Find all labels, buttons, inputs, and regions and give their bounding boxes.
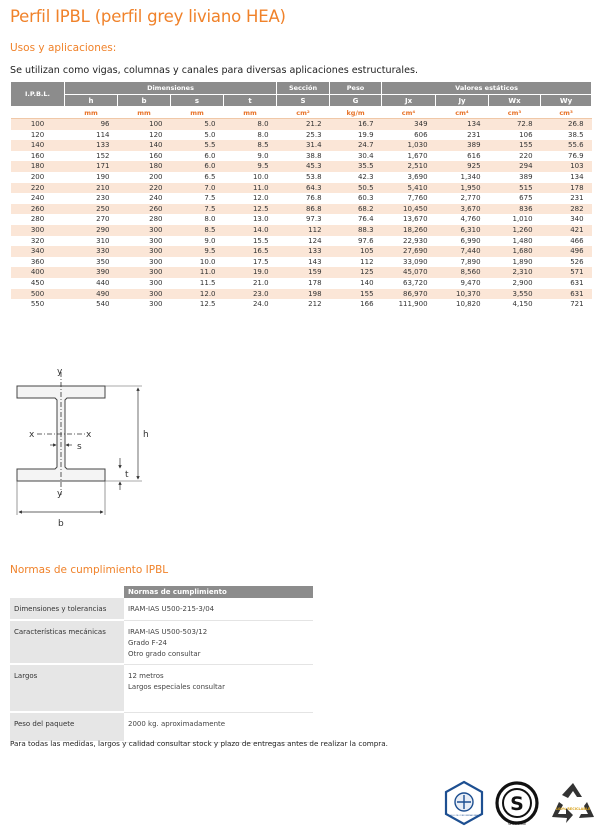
table-cell: 250 — [65, 204, 118, 215]
label-s: s — [77, 442, 82, 452]
table-row — [11, 278, 592, 289]
header-seccion: Sección — [277, 82, 330, 95]
subheader-S: S — [277, 95, 330, 107]
table-cell: 7.5 — [171, 204, 224, 215]
table-cell: 16.7 — [330, 119, 382, 130]
table-cell: 4,150 — [512, 300, 533, 309]
table-cell: 160 — [149, 151, 163, 160]
table-cell: 231 — [570, 194, 584, 203]
table-cell: 2,310 — [489, 267, 541, 278]
label-y-bottom: y — [57, 489, 63, 499]
table-cell: 2,510 — [382, 161, 436, 172]
table-cell: 240 — [149, 194, 163, 203]
table-cell: 105 — [330, 246, 382, 257]
table-row — [11, 161, 592, 172]
table-row — [11, 236, 592, 247]
table-cell: 220 — [519, 151, 533, 160]
table-cell: 5.0 — [204, 130, 216, 139]
header-dimensiones: Dimensiones — [65, 82, 277, 95]
table-cell: 350 — [96, 257, 110, 266]
subheader-s: s — [171, 95, 224, 107]
label-b: b — [58, 519, 64, 529]
table-cell: 166 — [360, 300, 374, 309]
table-cell: 3,670 — [436, 204, 489, 215]
table-cell: 421 — [541, 225, 592, 236]
table-cell: 230 — [96, 194, 110, 203]
table-cell: 300 — [149, 257, 163, 266]
table-cell: 171 — [65, 161, 118, 172]
table-cell: 200 — [149, 172, 163, 181]
table-cell: 76.4 — [357, 215, 374, 224]
table-cell: 12.0 — [171, 289, 224, 300]
table-cell: 721 — [570, 300, 584, 309]
table-cell: 1,890 — [512, 257, 533, 266]
table-row — [11, 246, 592, 257]
table-cell: 8.0 — [224, 119, 277, 130]
table-cell: 45,070 — [382, 267, 436, 278]
table-cell: 125 — [330, 267, 382, 278]
table-cell: 159 — [277, 267, 330, 278]
subheader-t: t — [224, 95, 277, 107]
norms-value-line: Grado F-24 — [128, 638, 168, 647]
table-cell: 7.0 — [171, 183, 224, 194]
table-cell: 1,030 — [382, 140, 436, 151]
subheader-h: h — [65, 95, 118, 107]
table-cell: 30.4 — [357, 151, 374, 160]
table-cell: 12.5 — [199, 300, 216, 309]
table-cell: 571 — [541, 267, 592, 278]
table-cell: 50.5 — [330, 183, 382, 194]
table-cell: 260 — [11, 204, 65, 215]
table-cell: 3,550 — [489, 289, 541, 300]
table-cell: 24.7 — [330, 140, 382, 151]
table-cell: 220 — [11, 183, 65, 194]
table-cell: 9,470 — [460, 278, 481, 287]
table-cell: 112 — [360, 257, 374, 266]
unit-s: mm — [171, 107, 224, 119]
table-cell: 10,820 — [456, 300, 481, 309]
table-cell: 282 — [541, 204, 592, 215]
unit-jx: cm⁴ — [382, 107, 436, 119]
table-row — [11, 193, 592, 204]
table-cell: 53.8 — [305, 172, 322, 181]
footnote: Para todas las medidas, largos y calidad consultar stock y plazo de entregas antes de realizar la compra. — [10, 739, 388, 748]
table-cell: 10.0 — [199, 257, 216, 266]
table-cell: 97.3 — [305, 215, 322, 224]
table-cell: 23.0 — [224, 289, 277, 300]
table-cell: 290 — [65, 225, 118, 236]
table-cell: 180 — [11, 161, 65, 172]
table-cell: 2,900 — [512, 278, 533, 287]
table-cell: 496 — [541, 246, 592, 257]
table-cell: 19.9 — [357, 130, 374, 139]
recycle-icon — [549, 780, 597, 826]
table-cell: 8.0 — [257, 130, 269, 139]
table-cell: 24.0 — [252, 300, 269, 309]
table-row — [11, 289, 592, 300]
table-cell: 13,670 — [403, 215, 428, 224]
table-cell: 15.5 — [252, 236, 269, 245]
label-h: h — [143, 430, 149, 440]
table-cell: 450 — [30, 278, 45, 287]
table-cell: 6.0 — [171, 161, 224, 172]
norms-row — [10, 598, 313, 620]
table-cell: 178 — [308, 278, 322, 287]
table-cell: 160 — [30, 151, 45, 160]
table-cell: 133 — [277, 246, 330, 257]
header-valores: Valores estáticos — [382, 82, 592, 95]
table-cell: 6,990 — [460, 236, 481, 245]
table-cell: 155 — [489, 140, 541, 151]
table-cell: 76.8 — [305, 194, 322, 203]
norms-value — [124, 598, 313, 620]
table-cell: 68.2 — [330, 204, 382, 215]
table-cell: 515 — [489, 183, 541, 194]
table-cell: 33,090 — [403, 257, 428, 266]
table-cell: 280 — [30, 215, 45, 224]
table-cell: 631 — [570, 278, 584, 287]
table-row — [11, 299, 592, 310]
table-cell: 231 — [467, 130, 481, 139]
table-cell: 300 — [118, 225, 171, 236]
table-cell: 60.3 — [357, 194, 374, 203]
table-cell: 26.8 — [541, 119, 592, 130]
table-cell: 6.5 — [204, 172, 216, 181]
table-cell: 19.0 — [224, 267, 277, 278]
table-cell: 88.3 — [330, 225, 382, 236]
table-cell: 111,900 — [398, 300, 428, 309]
table-cell: 198 — [277, 289, 330, 300]
table-cell: 1,010 — [512, 215, 533, 224]
table-cell: 11.0 — [171, 267, 224, 278]
table-cell: 10,370 — [436, 289, 489, 300]
norms-value-line: IRAM-IAS U500-215-3/04 — [128, 605, 215, 613]
table-cell: 42.3 — [357, 172, 374, 181]
table-cell: 500 — [11, 289, 65, 300]
table-cell: 310 — [96, 236, 110, 245]
table-cell: 7,890 — [460, 257, 481, 266]
table-cell: 540 — [96, 300, 110, 309]
table-cell: 300 — [11, 225, 65, 236]
table-cell: 300 — [149, 278, 163, 287]
iram-seal-caption: SELLO DE CONFORMIDAD IRAM — [449, 815, 479, 817]
unit-S: cm² — [277, 107, 330, 119]
table-cell: 300 — [118, 289, 171, 300]
table-cell: 72.8 — [489, 119, 541, 130]
table-cell: 124 — [308, 236, 322, 245]
label-x-left: x — [29, 430, 35, 440]
norms-label: Dimensiones y tolerancias — [10, 598, 124, 620]
subheader-jx: Jx — [382, 95, 436, 107]
table-cell: 210 — [65, 183, 118, 194]
table-cell: 300 — [118, 267, 171, 278]
norms-rows — [10, 598, 313, 742]
table-row — [11, 257, 592, 268]
s-mark-letter: S — [510, 793, 524, 815]
table-cell: 526 — [570, 257, 584, 266]
table-cell: 17.5 — [252, 257, 269, 266]
table-cell: 606 — [414, 130, 428, 139]
table-cell: 9.0 — [257, 151, 269, 160]
table-cell: 440 — [96, 278, 110, 287]
table-cell: 120 — [30, 130, 45, 139]
table-cell: 55.6 — [541, 140, 592, 151]
table-cell: 103 — [541, 161, 592, 172]
table-cell: 631 — [541, 289, 592, 300]
table-cell: 925 — [436, 161, 489, 172]
table-cell: 1,260 — [489, 225, 541, 236]
table-cell: 7.5 — [204, 194, 216, 203]
table-cell: 100 — [118, 119, 171, 130]
unit-h: mm — [65, 107, 118, 119]
table-cell: 18,260 — [382, 225, 436, 236]
table-cell: 178 — [541, 183, 592, 194]
table-cell: 340 — [11, 246, 65, 257]
profile-spec-table — [10, 81, 592, 310]
table-cell: 1,950 — [436, 183, 489, 194]
unit-t: mm — [224, 107, 277, 119]
norms-label: Características mecánicas — [10, 620, 124, 664]
iram-seal-logo — [441, 780, 487, 826]
table-cell: 616 — [467, 151, 481, 160]
table-cell: 21.2 — [277, 119, 330, 130]
table-cell: 390 — [65, 267, 118, 278]
table-cell: 64.3 — [277, 183, 330, 194]
table-cell: 10.0 — [252, 172, 269, 181]
label-y-top: y — [57, 367, 63, 377]
table-row — [11, 204, 592, 215]
table-cell: 155 — [330, 289, 382, 300]
table-cell: 134 — [436, 119, 489, 130]
table-cell: 270 — [96, 215, 110, 224]
table-cell: 13.0 — [252, 215, 269, 224]
table-cell: 97.6 — [357, 236, 374, 245]
table-cell: 200 — [30, 172, 45, 181]
table-cell: 349 — [382, 119, 436, 130]
table-cell: 35.5 — [330, 161, 382, 172]
table-cell: 86,970 — [382, 289, 436, 300]
table-cell: 112 — [277, 225, 330, 236]
table-cell: 300 — [149, 300, 163, 309]
table-cell: 76.9 — [567, 151, 584, 160]
header-ipbl: I.P.B.L. — [11, 82, 65, 107]
label-t: t — [125, 470, 129, 480]
table-cell: 4,760 — [460, 215, 481, 224]
table-cell: 280 — [149, 215, 163, 224]
table-row — [11, 267, 592, 278]
table-cell: 190 — [96, 172, 110, 181]
table-row — [11, 214, 592, 225]
table-cell: 212 — [308, 300, 322, 309]
table-cell: 330 — [65, 246, 118, 257]
unit-ipbl — [11, 107, 65, 119]
table-cell: 675 — [519, 194, 533, 203]
norms-row — [10, 664, 313, 712]
table-cell: 133 — [65, 140, 118, 151]
table-cell: 5,410 — [382, 183, 436, 194]
table-row — [11, 225, 592, 236]
norms-value-line: Otro grado consultar — [128, 649, 201, 658]
table-cell: 240 — [30, 194, 45, 203]
table-cell: 63,720 — [403, 278, 428, 287]
table-cell: 12.5 — [224, 204, 277, 215]
table-row — [11, 172, 592, 183]
table-cell: 140 — [360, 278, 374, 287]
table-cell: 400 — [11, 267, 65, 278]
table-cell: 14.0 — [224, 225, 277, 236]
table-cell: 140 — [11, 140, 65, 151]
norms-value-line: IRAM-IAS U500-503/12 — [128, 627, 208, 636]
header-peso: Peso — [330, 82, 382, 95]
norms-value — [124, 712, 313, 742]
norms-table — [10, 586, 313, 743]
table-cell: 31.4 — [277, 140, 330, 151]
table-cell: 22,930 — [403, 236, 428, 245]
table-cell: 12.0 — [252, 194, 269, 203]
norms-row — [10, 620, 313, 664]
table-cell: 6.0 — [204, 151, 216, 160]
table-cell: 7,760 — [407, 194, 428, 203]
table-cell: 3,690 — [407, 172, 428, 181]
table-cell: 1,340 — [460, 172, 481, 181]
table-cell: 21.0 — [252, 278, 269, 287]
table-cell: 100 — [11, 119, 65, 130]
label-x-right: x — [86, 430, 92, 440]
unit-b: mm — [118, 107, 171, 119]
table-cell: 5.5 — [171, 140, 224, 151]
table-cell: 86.8 — [277, 204, 330, 215]
s-safety-mark-logo — [494, 780, 540, 826]
table-cell: 320 — [30, 236, 45, 245]
norms-header: Normas de cumplimiento — [124, 586, 313, 598]
subheader-G: G — [330, 95, 382, 107]
table-row — [11, 130, 592, 141]
table-cell: 5.0 — [171, 119, 224, 130]
s-mark-caption: SEGURIDAD — [508, 822, 526, 826]
recycle-caption: 100% RECICLABLE — [555, 807, 591, 811]
table-cell: 360 — [30, 257, 45, 266]
table-row — [11, 151, 592, 162]
table-cell: 836 — [489, 204, 541, 215]
table-cell: 10,450 — [382, 204, 436, 215]
table-row — [11, 183, 592, 194]
table-cell: 140 — [118, 140, 171, 151]
table-cell: 106 — [519, 130, 533, 139]
table-row — [11, 140, 592, 151]
table-cell: 9.0 — [204, 236, 216, 245]
page-title: Perfil IPBL (perfil grey liviano HEA) — [10, 7, 286, 26]
table-cell: 38.8 — [305, 151, 322, 160]
uses-heading: Usos y aplicaciones: — [10, 42, 117, 54]
table-cell: 6,310 — [436, 225, 489, 236]
norms-value — [124, 620, 313, 664]
table-cell: 1,680 — [489, 246, 541, 257]
table-cell: 389 — [519, 172, 533, 181]
norms-label: Peso del paquete — [10, 712, 124, 742]
table-cell: 16.5 — [224, 246, 277, 257]
subheader-wx: Wx — [489, 95, 541, 107]
subheader-wy: Wy — [541, 95, 592, 107]
table-cell: 300 — [118, 246, 171, 257]
table-cell: 120 — [149, 130, 163, 139]
table-cell: 25.3 — [305, 130, 322, 139]
subheader-b: b — [118, 95, 171, 107]
unit-jy: cm⁴ — [436, 107, 489, 119]
table-cell: 11.5 — [199, 278, 216, 287]
table-cell: 8.0 — [204, 215, 216, 224]
spec-rows — [11, 119, 592, 310]
table-cell: 45.3 — [277, 161, 330, 172]
table-cell: 9.5 — [224, 161, 277, 172]
unit-wx: cm³ — [489, 107, 541, 119]
ipbl-cross-section-diagram — [0, 365, 170, 530]
table-cell: 38.5 — [567, 130, 584, 139]
subheader-jy: Jy — [436, 95, 489, 107]
table-cell: 152 — [96, 151, 110, 160]
table-cell: 389 — [436, 140, 489, 151]
norms-heading: Normas de cumplimiento IPBL — [10, 564, 169, 576]
table-cell: 7,440 — [436, 246, 489, 257]
uses-description: Se utilizan como vigas, columnas y canales para diversas aplicaciones estructurales. — [10, 65, 419, 76]
norms-value-line: 12 metros — [128, 671, 164, 680]
unit-wy: cm³ — [541, 107, 592, 119]
table-cell: 180 — [118, 161, 171, 172]
table-cell: 27,690 — [382, 246, 436, 257]
table-cell: 2,770 — [460, 194, 481, 203]
norms-header-blank — [10, 586, 124, 598]
unit-G: kg/m — [330, 107, 382, 119]
table-cell: 8.5 — [171, 225, 224, 236]
norms-row — [10, 712, 313, 742]
norms-value-line: 2000 kg. aproximadamente — [128, 719, 226, 728]
norms-value — [124, 664, 313, 712]
table-cell: 9.5 — [171, 246, 224, 257]
table-cell: 260 — [118, 204, 171, 215]
table-cell: 340 — [570, 215, 584, 224]
norms-label: Largos — [10, 664, 124, 712]
table-cell: 1,670 — [407, 151, 428, 160]
table-cell: 96 — [65, 119, 118, 130]
table-cell: 220 — [118, 183, 171, 194]
table-cell: 300 — [149, 236, 163, 245]
table-cell: 550 — [30, 300, 45, 309]
table-cell: 490 — [65, 289, 118, 300]
table-cell: 143 — [308, 257, 322, 266]
table-cell: 1,480 — [512, 236, 533, 245]
table-cell: 8,560 — [436, 267, 489, 278]
table-cell: 466 — [570, 236, 584, 245]
table-cell: 114 — [96, 130, 110, 139]
table-row — [11, 119, 592, 130]
table-cell: 134 — [570, 172, 584, 181]
table-cell: 8.5 — [224, 140, 277, 151]
table-cell: 294 — [489, 161, 541, 172]
table-cell: 11.0 — [224, 183, 277, 194]
norms-value-line: Largos especiales consultar — [128, 682, 225, 691]
